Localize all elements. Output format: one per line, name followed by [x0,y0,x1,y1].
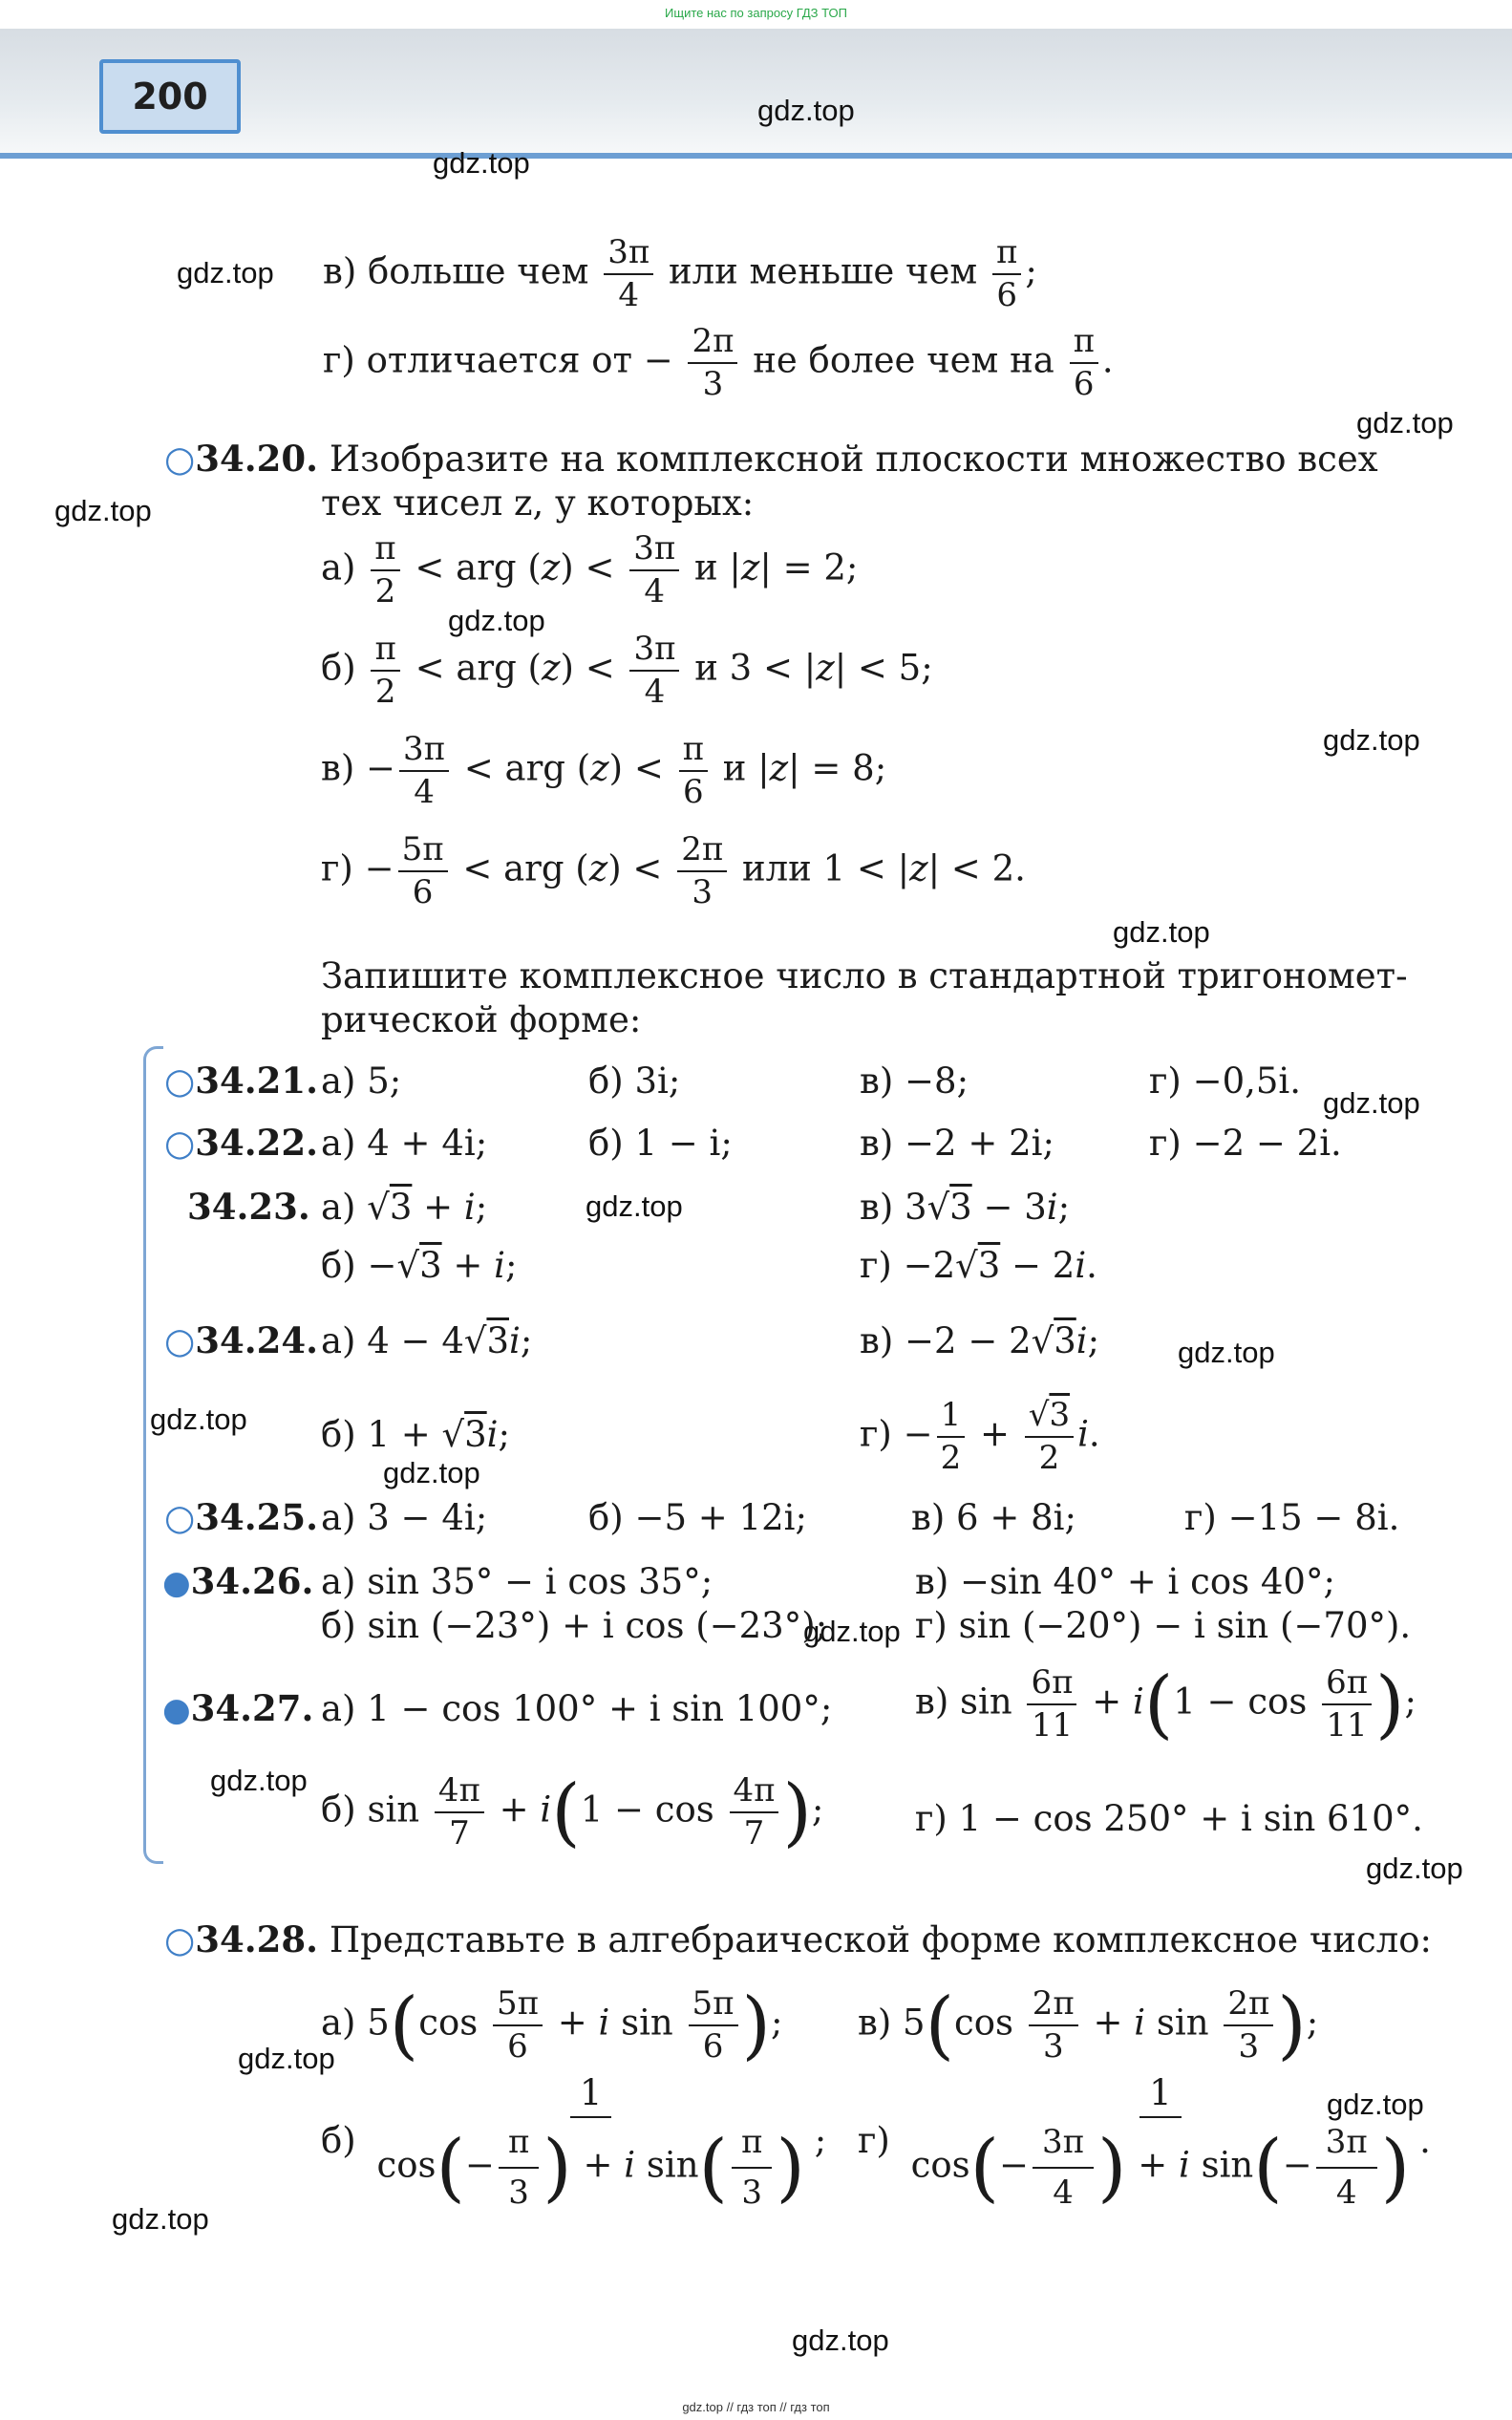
watermark: gdz.top [177,256,274,289]
task-3428-header: ○34.28. Представьте в алгебраической форме комплексное число: [164,1918,1432,1960]
watermark: gdz.top [1323,723,1420,757]
task-3421: ○34.21. [164,1060,319,1102]
page-number: 200 [99,59,241,134]
task-3420-b: б) $\frac{\pi}{2}$ < arg (z) < $\frac{3\pi}{4}$ и 3 < |z| < 5; [321,630,933,712]
task-3422-b: б) 1 − i; [588,1123,733,1164]
watermark: gdz.top [803,1615,901,1648]
watermark: gdz.top [1366,1852,1463,1885]
task-3426-a: а) sin 35° − i cos 35°; [321,1561,713,1602]
watermark: gdz.top [792,2324,889,2357]
task-3424-a: а) 4 − 4√3i; [321,1320,533,1361]
watermark: gdz.top [1356,406,1454,439]
task-3421-v: в) −8; [860,1060,969,1102]
task-3422-a: а) 4 + 4i; [321,1123,488,1164]
task-3425: ○34.25. [164,1496,319,1538]
watermark: gdz.top [150,1403,247,1436]
watermark: gdz.top [586,1189,683,1223]
section-bracket [143,1046,163,1864]
task-3424: ○34.24. [164,1319,319,1361]
task-3424-b: б) 1 + √3i; [321,1414,510,1455]
watermark: gdz.top [112,2202,209,2236]
task-3428-v: в) 5(cos $\frac{2\pi}{3}$ + i sin $\frac{2\pi}{3}$ ); [858,1982,1319,2069]
task-3423-b: б) −√3 + i; [321,1245,518,1286]
task-3425-g: г) −15 − 8i. [1184,1497,1400,1538]
task-3425-a: а) 3 − 4i; [321,1497,488,1538]
task-3424-v: в) −2 − 2√3i; [860,1320,1100,1361]
watermark: gdz.top [757,94,855,127]
task-3421-b: б) 3i; [588,1060,681,1102]
task-3427-a: а) 1 − cos 100° + i sin 100°; [321,1688,833,1729]
task-3422-g: г) −2 − 2i. [1149,1123,1342,1164]
instruction-line2: рической форме: [321,999,642,1040]
task-3424-g: г) − $\frac{1}{2}$ + $\frac{√3}{2}$ i. [860,1396,1100,1478]
watermark: gdz.top [1113,915,1210,949]
task-3427: ●34.27. [162,1687,314,1729]
task-3420-a: а) $\frac{\pi}{2}$ < arg (z) < $\frac{3\pi}{4}$ и |z| = 2; [321,529,859,611]
task-3423-a: а) √3 + i; [321,1187,488,1228]
task-3427-v: в) sin $\frac{6\pi}{11}$ + i(1 − cos $\frac{6\pi}{11}$ ); [915,1661,1416,1748]
task-3426: ●34.26. [162,1560,314,1602]
watermark: gdz.top [448,604,545,637]
task-3422-v: в) −2 + 2i; [860,1123,1054,1164]
task-3423: 34.23. [187,1186,310,1228]
task-3423-v: в) 3√3 − 3i; [860,1187,1071,1228]
task-3426-b: б) sin (−23°) + i cos (−23°); [321,1605,828,1646]
instruction-line1: Запишите комплексное число в стандартной тригономет- [321,955,1408,996]
task-3422: ○34.22. [164,1122,319,1164]
task-3425-b: б) −5 + 12i; [588,1497,807,1538]
task-3427-g: г) 1 − cos 250° + i sin 610°. [915,1798,1423,1839]
task-3426-v: в) −sin 40° + i cos 40°; [915,1561,1335,1602]
task-3420-header: ○34.20. Изобразите на комплексной плоскости множество всех [164,438,1378,480]
watermark: gdz.top [383,1456,480,1489]
task-3426-g: г) sin (−20°) − i sin (−70°). [915,1605,1412,1646]
task-3421-g: г) −0,5i. [1149,1060,1302,1102]
task-3420-v: в) − $\frac{3\pi}{4}$ < arg (z) < $\frac{\pi}{6}$ и |z| = 8; [321,730,887,812]
task-3425-v: в) 6 + 8i; [911,1497,1076,1538]
task-3420-g: г) − $\frac{5\pi}{6}$ < arg (z) < $\frac{2\pi}{3}$ или 1 < |z| < 2. [321,830,1026,912]
task-3423-g: г) −2√3 − 2i. [860,1245,1097,1286]
task-3428-a: а) 5(cos $\frac{5\pi}{6}$ + i sin $\frac{5\pi}{6}$ ); [321,1982,783,2069]
watermark: gdz.top [54,494,152,527]
task-3421-a: а) 5; [321,1060,402,1102]
watermark: gdz.top [1323,1086,1420,1120]
watermark: gdz.top [210,1764,308,1797]
task-3419-v: в) больше чем $\frac{3\pi}{4}$ или меньше чем $\frac{\pi}{6}$ ; [323,233,1037,315]
watermark: gdz.top [1178,1336,1275,1369]
watermark: gdz.top [1327,2088,1424,2121]
watermark: gdz.top [433,146,530,180]
task-3428-g: г) 1 cos(− $\frac{3\pi}{4}$ ) + i sin(− $\frac{3\pi}{4}$ ) . [858,2072,1431,2213]
task-3419-g: г) отличается от − $\frac{2\pi}{3}$ не более чем на $\frac{\pi}{6}$ . [323,322,1114,404]
watermark: gdz.top [238,2042,335,2075]
top-note: Ищите нас по запросу ГДЗ ТОП [665,6,847,20]
task-3427-b: б) sin $\frac{4\pi}{7}$ + i(1 − cos $\frac{4\pi}{7}$ ); [321,1769,824,1856]
task-3428-b: б) 1 cos(− $\frac{\pi}{3}$ ) + i sin( $\frac{\pi}{3}$ ) ; [321,2072,827,2213]
task-3420-header-line2: тех чисел z, у которых: [321,482,755,524]
bottom-note: gdz.top // гдз топ // гдз топ [682,2400,830,2414]
